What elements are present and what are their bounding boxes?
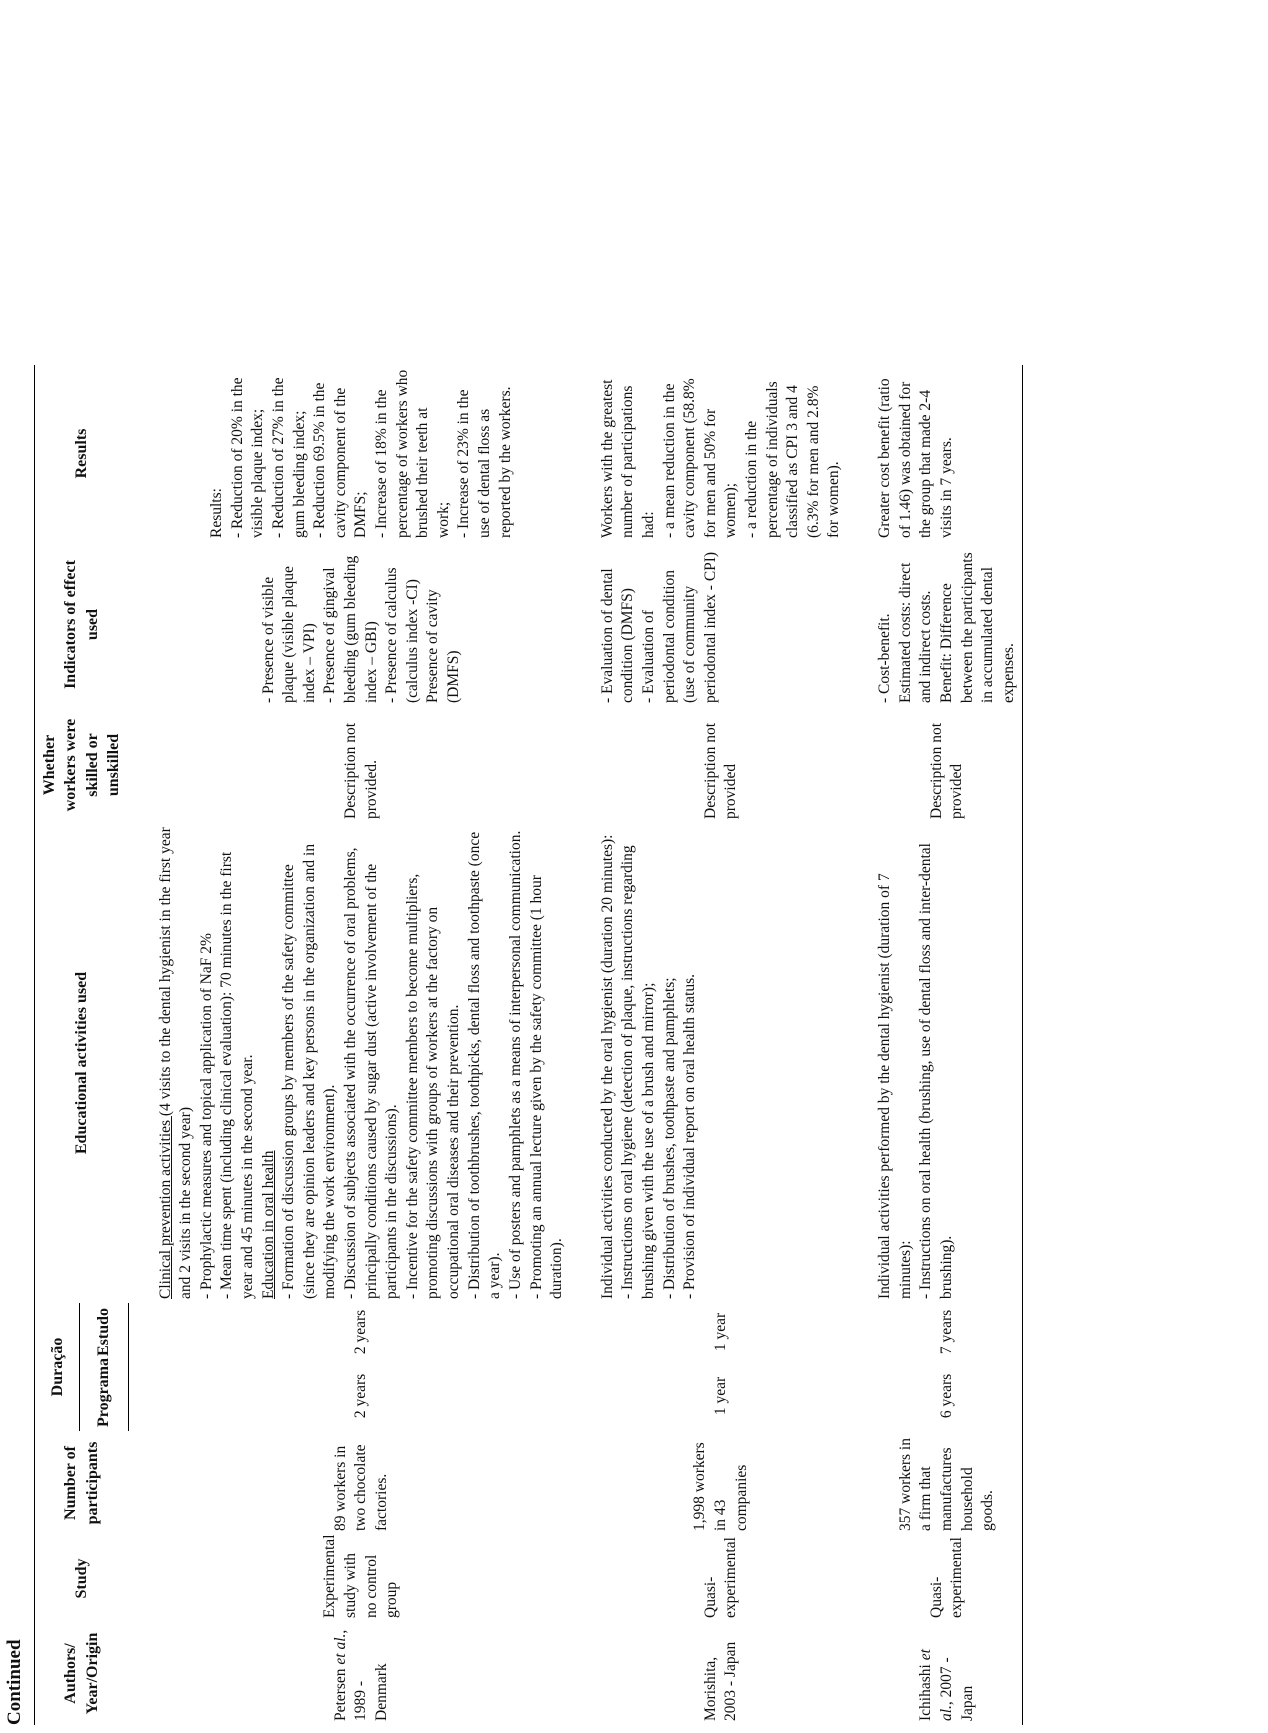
cell-skilled: Description not provided. <box>342 723 380 819</box>
cell-results <box>595 365 848 542</box>
cell-results <box>872 365 1023 542</box>
cell-skilled: Description not provided <box>701 723 740 819</box>
indicator-line: Benefit: Difference between the participants in accumulated dental expenses. <box>937 552 1017 703</box>
spacer <box>571 5 595 1725</box>
activity-line: - Use of posters and pamphlets as a means of interpersonal communication. <box>506 830 524 1299</box>
result-line: - a mean reduction in the cavity component (58.8% for men and 50% for women); <box>660 378 740 538</box>
header-duracao: Duração <box>35 1303 80 1431</box>
result-line: Workers with the greatest number of participations had: <box>598 379 657 538</box>
cell-activities <box>872 823 1023 1303</box>
activity-line: - Prophylactic measures and topical application of NaF 2% <box>197 933 215 1299</box>
table-row <box>872 5 1023 1725</box>
cell-programa: 6 years <box>872 1361 1023 1431</box>
result-line: - Reduction of 27% in the gum bleeding index; <box>269 377 308 538</box>
spacer <box>128 5 153 1725</box>
cell-study: Quasi-experimental <box>701 1537 740 1618</box>
result-line: - a reduction in the percentage of individuals classified as CPI 3 and 4 (6.3% for men and 2.8% for women). <box>743 381 843 538</box>
cell-participants: 89 workers in two chocolate factories. <box>331 1444 390 1531</box>
cell-estudo: 1 year <box>712 1312 730 1352</box>
cell-study: Experimental study with no control group <box>321 1534 401 1618</box>
activity-line: - Instructions on oral health (brushing, use of dental floss and inter-dental brushing). <box>917 843 955 1299</box>
cell-estudo: 7 years <box>872 1303 1023 1361</box>
cell-programa: 1 year <box>712 1376 730 1416</box>
indicator-line: - Presence of visible plaque (visible plaque index – VPI) <box>259 566 318 703</box>
cell-skilled: Description not provided <box>872 707 1023 823</box>
activity-line: Individual activities conducted by the oral hygienist (duration 20 minutes): <box>598 834 616 1299</box>
activity-line: Education in oral health <box>259 1150 277 1299</box>
studies-table <box>34 5 1023 1725</box>
activity-line: Clinical prevention activities (4 visits to the dental hygienist in the first year and 2 visits in the second year) <box>156 827 195 1299</box>
activity-line: - Incentive for the safety committee members to become multipliers, promoting discussions with groups of workers at the factory on occupational oral diseases and their prevention. <box>403 873 463 1299</box>
spacer <box>848 5 872 1725</box>
result-line: - Reduction of 20% in the visible plaque index; <box>228 377 267 538</box>
cell-results <box>153 365 571 542</box>
header-study: Study <box>35 1535 129 1622</box>
indicator-line: - Evaluation of dental condition (DMFS) <box>598 568 637 703</box>
activity-line: - Promoting an annual lecture given by the safety committee (1 hour duration). <box>527 875 566 1299</box>
activity-line: - Provision of individual report on oral health status. <box>681 973 699 1299</box>
indicator-line: - Evaluation of periodontal condition (use of community periodontal index - CPI) <box>639 551 719 703</box>
cell-indicators <box>872 542 1023 707</box>
cell-participants: 1,998 workers in 43 companies <box>691 1442 750 1531</box>
activity-line: - Mean time spent (including clinical evaluation): 70 minutes in the first year and 45 minutes in the second year. <box>218 851 256 1299</box>
result-line: - Increase of 23% in the use of dental floss as reported by the workers. <box>455 386 514 538</box>
indicator-line: - Presence of gingival bleeding (gum bleeding index – GBI) <box>321 555 380 703</box>
cell-programa: 2 years <box>352 1373 370 1419</box>
activity-line: - Distribution of toothbrushes, toothpicks, dental floss and toothpaste (once a year). <box>465 831 504 1299</box>
cell-estudo: 2 years <box>352 1309 370 1355</box>
result-line: Greater cost benefit (ratio of 1.46) was obtained for the group that made 2-4 visits in 7 years. <box>876 378 955 538</box>
indicator-line: Presence of cavity (DMFS) <box>424 589 463 703</box>
cell-study: Quasi-experimental <box>872 1535 1023 1622</box>
indicator-line: - Cost-benefit. <box>876 613 894 703</box>
cell-authors: Ichihashi et al., 2007 - Japan <box>872 1622 1023 1725</box>
cell-indicators <box>153 542 571 707</box>
header-estudo: Estudo <box>80 1303 128 1361</box>
cell-indicators <box>595 542 848 707</box>
header-participants: Number of participants <box>35 1431 129 1535</box>
continued-label: Continued <box>4 1639 25 1725</box>
indicator-line: - Presence of calculus (calculus index -CI) <box>383 567 421 703</box>
result-line: - Increase of 18% in the percentage of workers who brushed their teeth at work; <box>372 369 452 538</box>
header-authors: Authors/ Year/Origin <box>35 1622 129 1725</box>
cell-activities <box>595 823 848 1303</box>
header-indicators: Indicators of effect used <box>35 542 129 707</box>
table-row <box>595 5 848 1725</box>
header-results: Results <box>35 365 129 542</box>
header-skilled: Whether workers were skilled or unskilled <box>35 707 129 823</box>
activity-line: Individual activities performed by the dental hygienist (duration of 7 minutes): <box>876 873 914 1299</box>
cell-activities <box>153 823 571 1303</box>
result-line: Results: <box>208 488 226 538</box>
table-row <box>153 5 571 1725</box>
activity-line: - Discussion of subjects associated with the occurrence of oral problems, principally conditions caused by sugar dust (active involvement of the participants in the discussions). <box>342 847 401 1299</box>
activity-line: - Instructions on oral hygiene (detection of plaque, instructions regarding brushing given with the use of a brush and mirror); <box>619 845 657 1299</box>
activity-line: - Distribution of brushes, toothpaste and pamphlets; <box>660 977 678 1299</box>
cell-participants: 357 workers in a firm that manufactures household goods. <box>872 1431 1023 1535</box>
activity-line: - Formation of discussion groups by members of the safety committee (since they are opinion leaders and key persons in the organization and in modifying the work environment). <box>280 843 339 1299</box>
result-line: - Reduction 69.5% in the cavity component of the DMFS; <box>311 382 370 538</box>
header-activities: Educational activities used <box>35 823 129 1303</box>
cell-authors: Petersen et al., 1989 - Denmark <box>331 1629 390 1721</box>
indicator-line: Estimated costs: direct and indirect costs. <box>896 562 935 703</box>
header-programa: Programa <box>80 1361 128 1431</box>
cell-authors: Morishita, 2003 - Japan <box>701 1641 740 1721</box>
